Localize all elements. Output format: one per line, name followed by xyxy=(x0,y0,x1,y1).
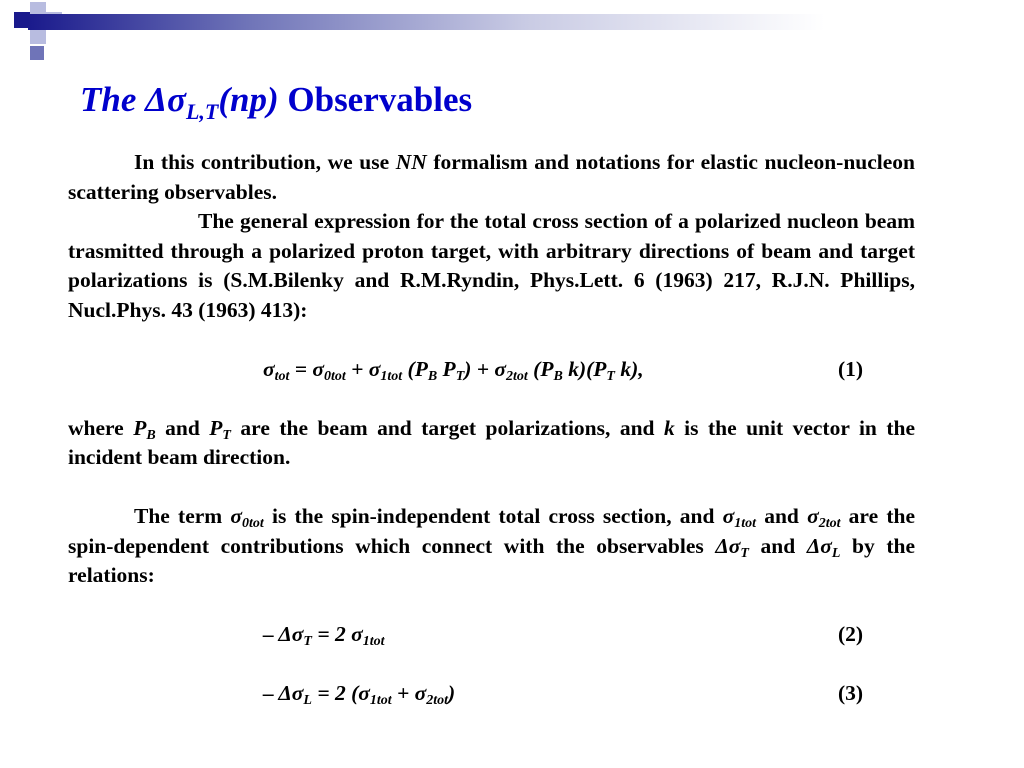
deco-square-dark xyxy=(30,46,44,60)
deco-square-light xyxy=(30,28,46,44)
corner-decoration xyxy=(0,0,80,64)
equation-1 xyxy=(68,355,915,385)
paragraph-polarizations: where $P_B$ and $P_T$ are the beam and target polarizations, and k is the unit vector in the incident beam direction. xyxy=(68,415,915,469)
equation-3-expression: – $\Delta\sigma_L = 2$ $(\sigma_{1tot} + \sigma_{2tot})$ xyxy=(263,681,456,708)
paragraph-intro: In this contribution, we use NN formalism and notations for elastic nucleon-nucleon scattering observables. xyxy=(68,150,915,204)
slide-title: The $\Delta\sigma_{L,T}(np)$ Observables xyxy=(80,80,473,124)
equation-2-number: (2) xyxy=(838,622,864,646)
paragraph-spin-terms: The term $\sigma_{0tot}$ is the spin-independent total cross section, and $\sigma_{1tot}$ and $\sigma_{2tot}$ are the spin-dependent contributions which connect with the observables $\Delta\sigma_T$ and $\Delta\sigma_L$ by the relations: xyxy=(68,504,915,587)
equation-2 xyxy=(68,620,915,650)
header-bar xyxy=(28,14,1024,30)
paragraph-general-expression: The general expression for the total cross section of a polarized nucleon beam trasmitted through a polarized proton target, with arbitrary directions of beam and target polarizations is (S.M.Bilenky and R.M.Ryndin, Phys.Lett. 6 (1963) 217, R.J.N. Phillips, Nucl.Phys. 43 (1963) 413): xyxy=(68,209,915,322)
equation-3-number: (3) xyxy=(838,681,864,705)
slide-body xyxy=(68,148,915,709)
equation-2-expression: – $\Delta\sigma_T = 2$ $\sigma_{1tot}$ xyxy=(263,622,385,649)
equation-1-expression: $\sigma_{tot} = \sigma_{0tot} + \sigma_{1tot}$ ($P_B$ $P_T) + \sigma_{2tot}$ ($P_B$ $k)(P_T$ k), xyxy=(263,356,644,384)
equation-1-number: (1) xyxy=(838,356,864,381)
equation-3 xyxy=(68,679,915,709)
